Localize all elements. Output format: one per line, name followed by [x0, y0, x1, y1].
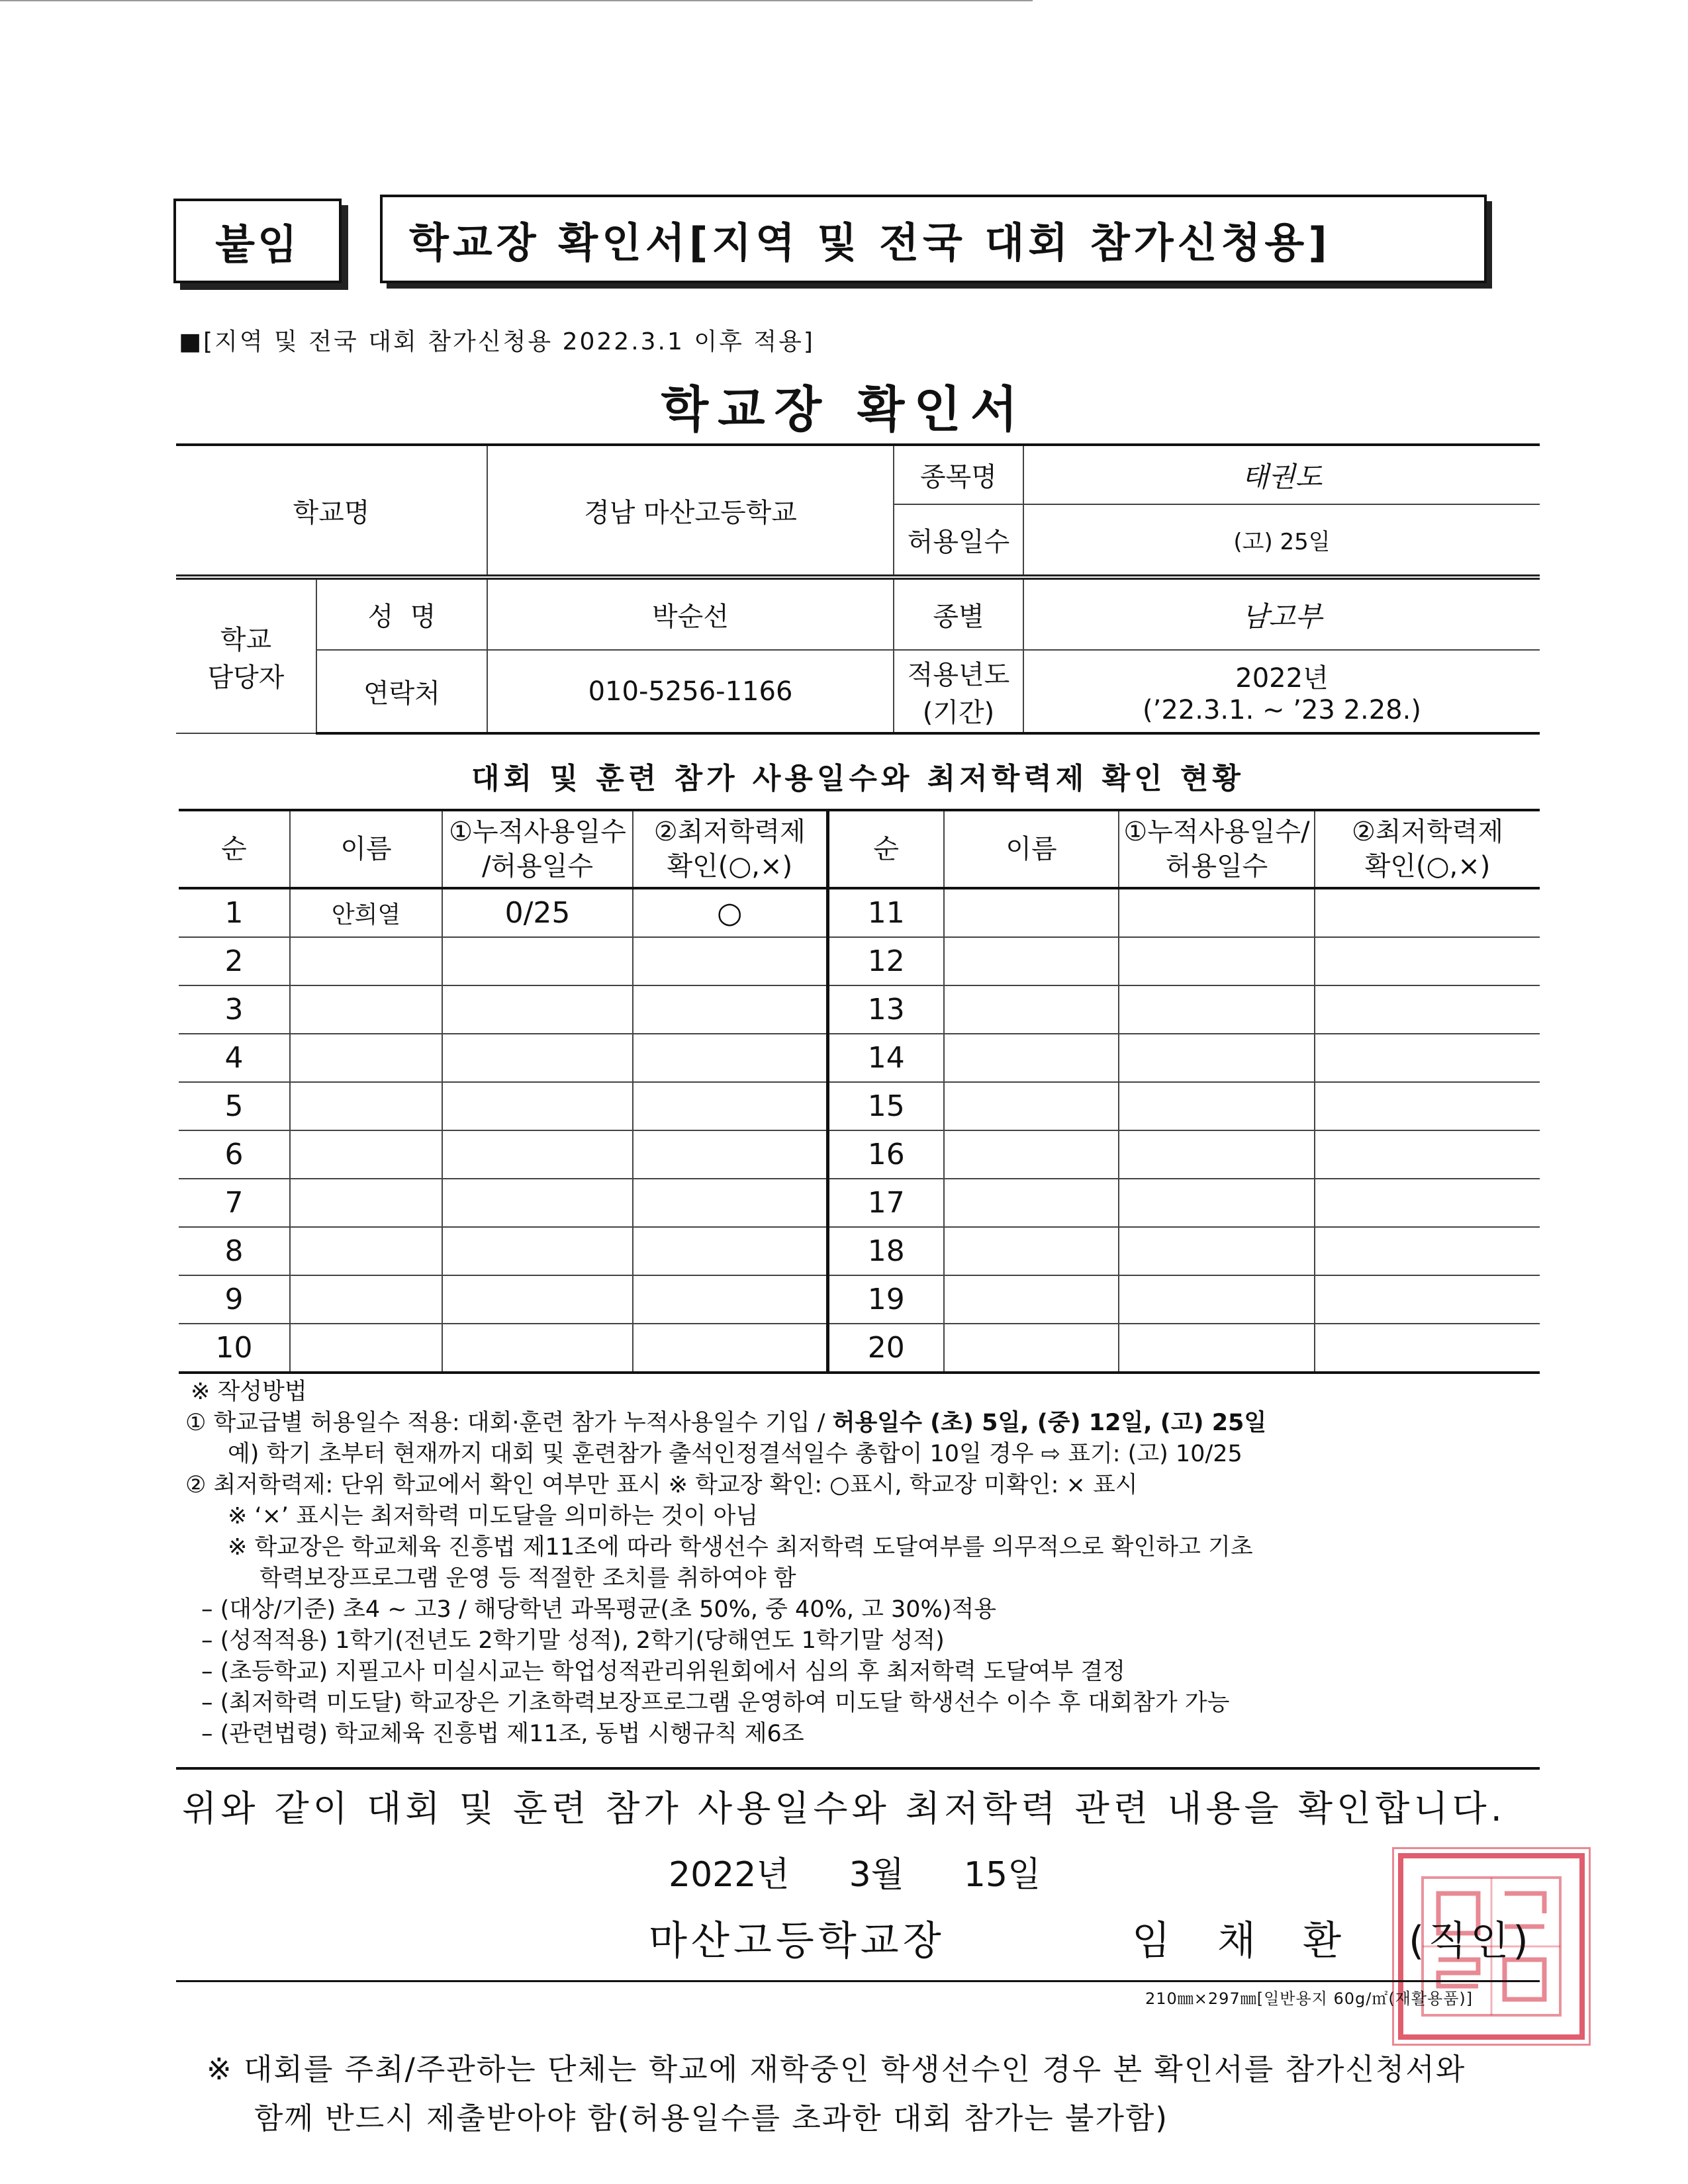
- header-days-right-line2: 허용일수: [1165, 851, 1268, 882]
- row-name: [290, 985, 442, 1034]
- row-check-right: [1315, 1324, 1540, 1373]
- divider: [176, 1980, 1540, 1982]
- row-no-right: 18: [827, 1227, 944, 1275]
- confirmation-statement: 위와 같이 대회 및 훈련 참가 사용일수와 최저학력 관련 내용을 확인합니다.: [182, 1788, 1506, 1829]
- row-check: ○: [633, 888, 827, 937]
- row-days: [442, 1227, 633, 1275]
- row-check: [633, 1034, 827, 1082]
- row-name-right: [944, 1324, 1119, 1373]
- contact-value: 010-5256-1166: [487, 650, 894, 733]
- date-year: 2022년: [669, 1855, 790, 1895]
- header-no: 순: [179, 810, 290, 888]
- instruction-1-emphasis: 허용일수 (초) 5일, (중) 12일, (고) 25일: [832, 1410, 1267, 1436]
- instruction-2-note-2-cont: 학력보장프로그램 운영 등 적절한 조치를 취하여야 함: [259, 1565, 796, 1592]
- contact-label: 연락처: [316, 650, 487, 733]
- row-check: [633, 1324, 827, 1373]
- header-name-right: 이름: [944, 810, 1119, 888]
- row-no: 9: [179, 1275, 290, 1324]
- roster-table: [179, 809, 1540, 1374]
- row-days: 0/25: [442, 888, 633, 937]
- row-no: 3: [179, 985, 290, 1034]
- detail-law: – (관련법령) 학교체육 진흥법 제11조, 동법 시행규칙 제6조: [201, 1721, 804, 1747]
- header-days: [442, 810, 633, 888]
- allowed-days-label: 허용일수: [894, 504, 1023, 577]
- row-no-right: 11: [827, 888, 944, 937]
- instruction-2: ② 최저학력제: 단위 학교에서 확인 여부만 표시 ※ 학교장 확인: ○표시, 학교장 미확인: × 표시: [185, 1472, 1138, 1498]
- row-name: [290, 1082, 442, 1130]
- row-check: [633, 1082, 827, 1130]
- row-days: [442, 1082, 633, 1130]
- manager-label-line2: 담당자: [207, 662, 285, 693]
- row-check-right: [1315, 1034, 1540, 1082]
- header-name: 이름: [290, 810, 442, 888]
- table-row: [179, 985, 1540, 1034]
- header-days-right-line1: ①누적사용일수/: [1123, 817, 1310, 847]
- row-name-right: [944, 1227, 1119, 1275]
- document-title: 학교장 확인서: [661, 381, 1027, 438]
- table-row: [179, 1130, 1540, 1179]
- row-no-right: 15: [827, 1082, 944, 1130]
- header-check: [633, 810, 827, 888]
- row-name-right: [944, 1179, 1119, 1227]
- seal-label: (직인): [1409, 1918, 1532, 1964]
- table-row: [179, 1324, 1540, 1373]
- row-no-right: 17: [827, 1179, 944, 1227]
- row-check-right: [1315, 888, 1540, 937]
- row-check: [633, 1179, 827, 1227]
- header-days-right: [1119, 810, 1315, 888]
- row-days: [442, 1179, 633, 1227]
- row-name-right: [944, 1034, 1119, 1082]
- row-no-right: 12: [827, 937, 944, 985]
- instruction-2-note-2: ※ 학교장은 학교체육 진흥법 제11조에 따라 학생선수 최저학력 도달여부를 의무적으로 확인하고 기초: [228, 1534, 1253, 1561]
- school-name-label: 학교명: [176, 445, 487, 577]
- header-check-right-line1: ②최저학력제: [1351, 817, 1504, 847]
- row-days-right: [1119, 1227, 1315, 1275]
- year-label: [894, 650, 1023, 733]
- row-check-right: [1315, 985, 1540, 1034]
- table-row: [179, 937, 1540, 985]
- row-name: 안희열: [290, 888, 442, 937]
- roster-header-row: [179, 810, 1540, 888]
- row-no: 7: [179, 1179, 290, 1227]
- row-no: 4: [179, 1034, 290, 1082]
- row-name-right: [944, 1275, 1119, 1324]
- row-name-right: [944, 888, 1119, 937]
- row-name: [290, 1227, 442, 1275]
- row-days-right: [1119, 985, 1315, 1034]
- header-check-right: [1315, 810, 1540, 888]
- row-name: [290, 1034, 442, 1082]
- row-check-right: [1315, 1130, 1540, 1179]
- school-name-value: 경남 마산고등학교: [487, 445, 894, 577]
- row-check-right: [1315, 1227, 1540, 1275]
- year-value-line2: (’22.3.1. ~ ’23 2.28.): [1143, 695, 1421, 725]
- row-days: [442, 1034, 633, 1082]
- instructions-heading: ※ 작성방법: [191, 1379, 307, 1405]
- table-row: [179, 1275, 1540, 1324]
- row-name-right: [944, 937, 1119, 985]
- row-check: [633, 1227, 827, 1275]
- principal-name: 임 채 환: [1132, 1918, 1359, 1964]
- row-days-right: [1119, 1324, 1315, 1373]
- manager-name-value: 박순선: [487, 577, 894, 650]
- manager-label: [176, 577, 316, 733]
- table-row: [179, 1179, 1540, 1227]
- row-name-right: [944, 1082, 1119, 1130]
- row-days-right: [1119, 1179, 1315, 1227]
- row-name-right: [944, 985, 1119, 1034]
- row-check-right: [1315, 937, 1540, 985]
- row-no: 10: [179, 1324, 290, 1373]
- row-days-right: [1119, 1130, 1315, 1179]
- row-days: [442, 1130, 633, 1179]
- detail-grades: – (성적적용) 1학기(전년도 2학기말 성적), 2학기(당해연도 1학기말 성적): [201, 1627, 945, 1654]
- row-days-right: [1119, 1034, 1315, 1082]
- row-check: [633, 937, 827, 985]
- divider: [176, 1767, 1540, 1770]
- detail-elementary: – (초등학교) 지필고사 미실시교는 학업성적관리위원회에서 심의 후 최저학력 도달여부 결정: [201, 1659, 1125, 1685]
- row-days-right: [1119, 1275, 1315, 1324]
- header-title: 학교장 확인서[지역 및 전국 대회 참가신청용]: [380, 195, 1487, 283]
- table-row: [179, 1227, 1540, 1275]
- table-row: [179, 1082, 1540, 1130]
- row-check: [633, 985, 827, 1034]
- submission-footnote: [207, 2045, 1466, 2143]
- table-row: [179, 888, 1540, 937]
- detail-target: – (대상/기준) 초4 ~ 고3 / 해당학년 과목평균(초 50%, 중 40%, 고 30%)적용: [201, 1596, 997, 1623]
- sport-value: 태권도: [1023, 445, 1540, 504]
- instruction-2-note-1: ※ ‘×’ 표시는 최저학력 미도달을 의미하는 것이 아님: [228, 1503, 759, 1529]
- header-days-line1: ①누적사용일수: [449, 817, 626, 847]
- header-days-line2: /허용일수: [481, 851, 594, 882]
- row-check-right: [1315, 1082, 1540, 1130]
- row-no-right: 14: [827, 1034, 944, 1082]
- issue-date: [669, 1846, 1041, 1896]
- row-name: [290, 1179, 442, 1227]
- footnote-line-1: ※ 대회를 주최/주관하는 단체는 학교에 재학중인 학생선수인 경우 본 확인서를 참가신청서와: [207, 2052, 1466, 2087]
- year-label-line1: 적용년도: [907, 659, 1010, 690]
- row-no-right: 16: [827, 1130, 944, 1179]
- row-days-right: [1119, 937, 1315, 985]
- division-label: 종별: [894, 577, 1023, 650]
- attachment-tag: 붙임: [173, 199, 342, 283]
- row-no: 1: [179, 888, 290, 937]
- row-days: [442, 1275, 633, 1324]
- date-day: 15일: [963, 1855, 1041, 1895]
- principal-title: 마산고등학교장: [649, 1918, 945, 1964]
- applicability-note: ■[지역 및 전국 대회 참가신청용 2022.3.1 이후 적용]: [179, 328, 815, 355]
- division-value: 남고부: [1023, 577, 1540, 650]
- year-label-line2: (기간): [922, 697, 995, 728]
- year-value-line1: 2022년: [1235, 663, 1329, 694]
- row-name: [290, 1130, 442, 1179]
- row-days-right: [1119, 1082, 1315, 1130]
- row-days: [442, 985, 633, 1034]
- row-check: [633, 1275, 827, 1324]
- row-days: [442, 1324, 633, 1373]
- scan-edge-line: [0, 0, 1033, 1]
- header-no-right: 순: [827, 810, 944, 888]
- instructions: [185, 1377, 1549, 1750]
- detail-below-minimum: – (최저학력 미도달) 학교장은 기초학력보장프로그램 운영하여 미도달 학생선수 이수 후 대회참가 가능: [201, 1690, 1230, 1716]
- paper-spec: 210㎜×297㎜[일반용지 60g/㎡(재활용품)]: [1145, 1989, 1474, 2008]
- row-no: 6: [179, 1130, 290, 1179]
- row-name: [290, 1275, 442, 1324]
- row-check-right: [1315, 1179, 1540, 1227]
- row-no: 8: [179, 1227, 290, 1275]
- row-no: 2: [179, 937, 290, 985]
- row-check: [633, 1130, 827, 1179]
- row-no-right: 19: [827, 1275, 944, 1324]
- instruction-1-example: 예) 학기 초부터 현재까지 대회 및 훈련참가 출석인정결석일수 총합이 10일 경우 ⇨ 표기: (고) 10/25: [228, 1441, 1243, 1467]
- row-name: [290, 937, 442, 985]
- manager-label-line1: 학교: [220, 624, 272, 655]
- row-no-right: 13: [827, 985, 944, 1034]
- row-no-right: 20: [827, 1324, 944, 1373]
- row-days-right: [1119, 888, 1315, 937]
- row-name-right: [944, 1130, 1119, 1179]
- manager-name-label: 성 명: [316, 577, 487, 650]
- row-no: 5: [179, 1082, 290, 1130]
- info-table: [176, 443, 1540, 735]
- footnote-line-2: 함께 반드시 제출받아야 함(허용일수를 초과한 대회 참가는 불가함): [254, 2101, 1168, 2136]
- header-check-line1: ②최저학력제: [653, 817, 806, 847]
- table-row: [179, 1034, 1540, 1082]
- header-check-right-line2: 확인(○,×): [1364, 851, 1491, 882]
- header-check-line2: 확인(○,×): [667, 851, 793, 882]
- instruction-1: [185, 1408, 1549, 1439]
- instruction-1-text: ① 학교급별 허용일수 적용: 대회·훈련 참가 누적사용일수 기입 /: [185, 1410, 833, 1436]
- year-value: [1023, 650, 1540, 733]
- status-section-title: 대회 및 훈련 참가 사용일수와 최저학력제 확인 현황: [471, 762, 1244, 796]
- row-name: [290, 1324, 442, 1373]
- row-check-right: [1315, 1275, 1540, 1324]
- date-month: 3월: [849, 1855, 904, 1895]
- sport-label: 종목명: [894, 445, 1023, 504]
- row-days: [442, 937, 633, 985]
- allowed-days-value: (고) 25일: [1023, 504, 1540, 577]
